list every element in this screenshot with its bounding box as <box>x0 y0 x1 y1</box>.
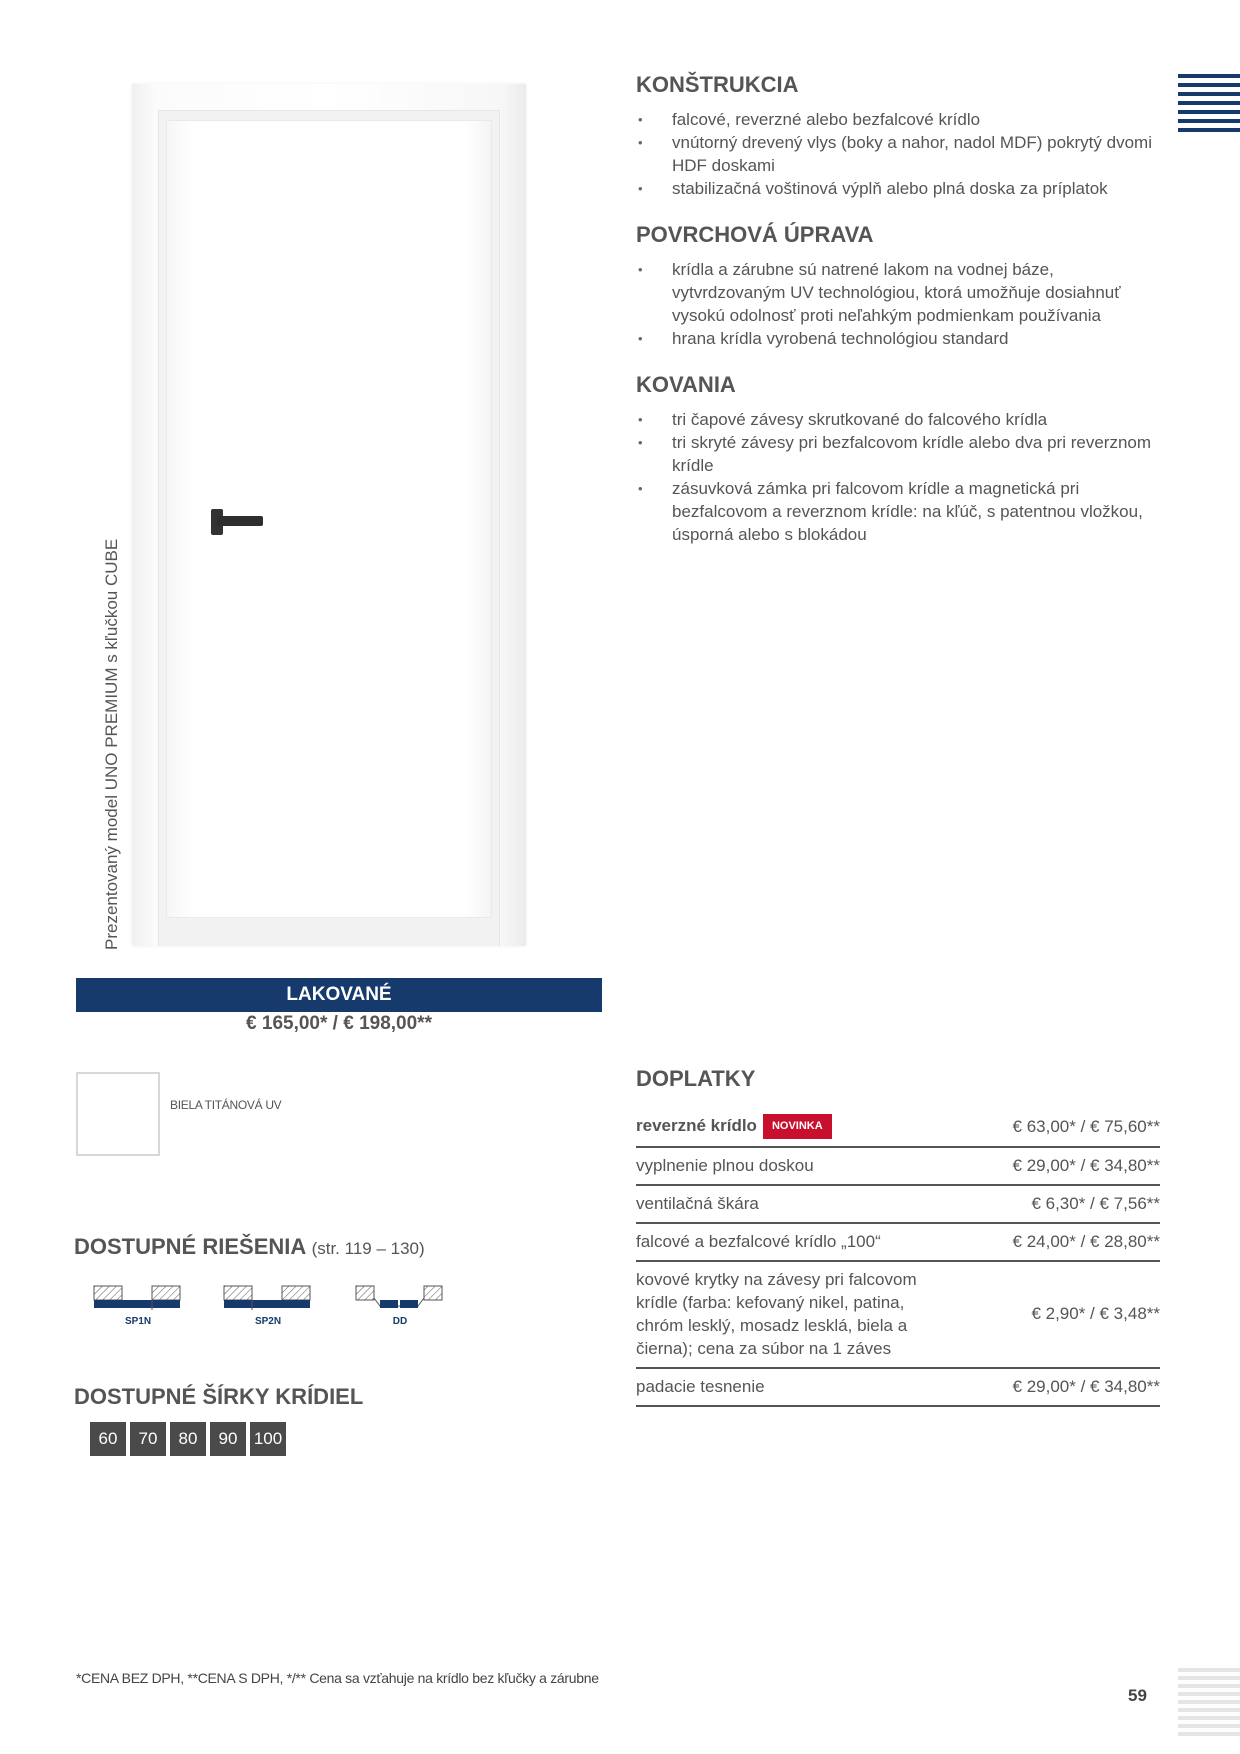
surcharge-label: vyplnenie plnou doskou <box>636 1156 814 1175</box>
construction-section <box>636 72 1160 200</box>
available-solutions-title: DOSTUPNÉ RIEŠENIA (str. 119 – 130) <box>74 1234 425 1259</box>
solution-label: DD <box>392 1316 408 1327</box>
price-footnote: *CENA BEZ DPH, **CENA S DPH, */** Cena sa vzťahuje na krídlo bez kľučky a zárubne <box>76 1670 599 1686</box>
width-option[interactable]: 60 <box>90 1422 126 1456</box>
surcharge-price: € 29,00* / € 34,80** <box>1012 1155 1160 1175</box>
list-item: • hrana krídla vyrobená technológiou standard <box>636 327 1160 350</box>
solution-dd-icon <box>354 1282 446 1316</box>
hardware-title: KOVANIA <box>636 372 736 397</box>
table-row <box>636 1148 1160 1186</box>
surcharge-label: kovové krytky na závesy pri falcovom krídle (farba: kefovaný nikel, patina, chróm lesklý, mosadz lesklá, biela a čierna); cena za súbor na 1 záves <box>636 1270 917 1358</box>
finish-band: LAKOVANÉ <box>76 978 602 1012</box>
surface-title: POVRCHOVÁ ÚPRAVA <box>636 222 874 247</box>
surcharge-label: falcové a bezfalcové krídlo „100“ <box>636 1232 881 1251</box>
surcharges-title: DOPLATKY <box>636 1066 756 1091</box>
width-option[interactable]: 80 <box>170 1422 206 1456</box>
list-item: • krídla a zárubne sú natrené lakom na vodnej báze, vytvrdzovaným UV technológiou, ktorá umožňuje dosiahnuť vysokú odolnosť proti neľahkým podmienkam používania <box>636 258 1160 327</box>
finish-price: € 165,00* / € 198,00** <box>246 1013 432 1034</box>
solution-label: SP1N <box>124 1316 152 1327</box>
solution-sp1n-icon <box>92 1282 184 1316</box>
door-leaf <box>166 120 492 918</box>
door-caption: Prezentovaný model UNO PREMIUM s kľučkou CUBE <box>102 538 121 950</box>
door-image <box>132 84 526 946</box>
solution-sp1n <box>92 1282 184 1330</box>
width-options <box>90 1422 286 1456</box>
list-item: • zásuvková zámka pri falcovom krídle a magnetická pri bezfalcovom a reverznom krídle: na kľúč, s patentnou vložkou, úsporná alebo s blokádou <box>636 477 1160 546</box>
surcharge-price: € 2,90* / € 3,48** <box>1031 1304 1160 1323</box>
solution-sp2n-icon <box>222 1282 314 1316</box>
page-number: 59 <box>1128 1686 1147 1705</box>
corner-stripes-top <box>1178 74 1240 137</box>
table-row <box>636 1108 1160 1148</box>
surcharge-price: € 6,30* / € 7,56** <box>1031 1193 1160 1213</box>
surcharges-table <box>636 1108 1160 1407</box>
width-option[interactable]: 100 <box>250 1422 286 1456</box>
construction-title: KONŠTRUKCIA <box>636 72 799 97</box>
solution-dd <box>354 1282 446 1330</box>
hardware-section <box>636 372 1160 546</box>
table-row <box>636 1262 1160 1369</box>
list-item: • falcové, reverzné alebo bezfalcové krídlo <box>636 108 1160 131</box>
surcharge-label: ventilačná škára <box>636 1194 759 1213</box>
surcharge-price: € 63,00* / € 75,60** <box>1012 1116 1160 1136</box>
surcharge-label: reverzné krídlo <box>636 1116 757 1135</box>
color-swatch-label: BIELA TITÁNOVÁ UV <box>170 1098 282 1112</box>
color-swatch[interactable] <box>76 1072 160 1156</box>
list-item: • vnútorný drevený vlys (boky a nahor, nadol MDF) pokrytý dvomi HDF doskami <box>636 131 1160 177</box>
table-row <box>636 1224 1160 1262</box>
list-item: • tri čapové závesy skrutkované do falcového krídla <box>636 408 1160 431</box>
surface-section <box>636 222 1160 350</box>
new-badge: NOVINKA <box>763 1114 832 1139</box>
corner-stripes-bottom <box>1178 1668 1240 1740</box>
solution-label: SP2N <box>254 1316 282 1327</box>
width-option[interactable]: 90 <box>210 1422 246 1456</box>
table-row <box>636 1369 1160 1407</box>
table-row <box>636 1186 1160 1224</box>
door-handle <box>217 516 263 526</box>
width-option[interactable]: 70 <box>130 1422 166 1456</box>
available-solutions-ref: (str. 119 – 130) <box>311 1239 425 1258</box>
surcharge-price: € 24,00* / € 28,80** <box>1012 1231 1160 1251</box>
surcharge-price: € 29,00* / € 34,80** <box>1012 1376 1160 1396</box>
surcharge-label: padacie tesnenie <box>636 1377 765 1396</box>
list-item: • tri skryté závesy pri bezfalcovom krídle alebo dva pri reverznom krídle <box>636 431 1160 477</box>
list-item: • stabilizačná voštinová výplň alebo plná doska za príplatok <box>636 177 1160 200</box>
solution-sp2n <box>222 1282 314 1330</box>
available-widths-title: DOSTUPNÉ ŠÍRKY KRÍDIEL <box>74 1384 364 1409</box>
